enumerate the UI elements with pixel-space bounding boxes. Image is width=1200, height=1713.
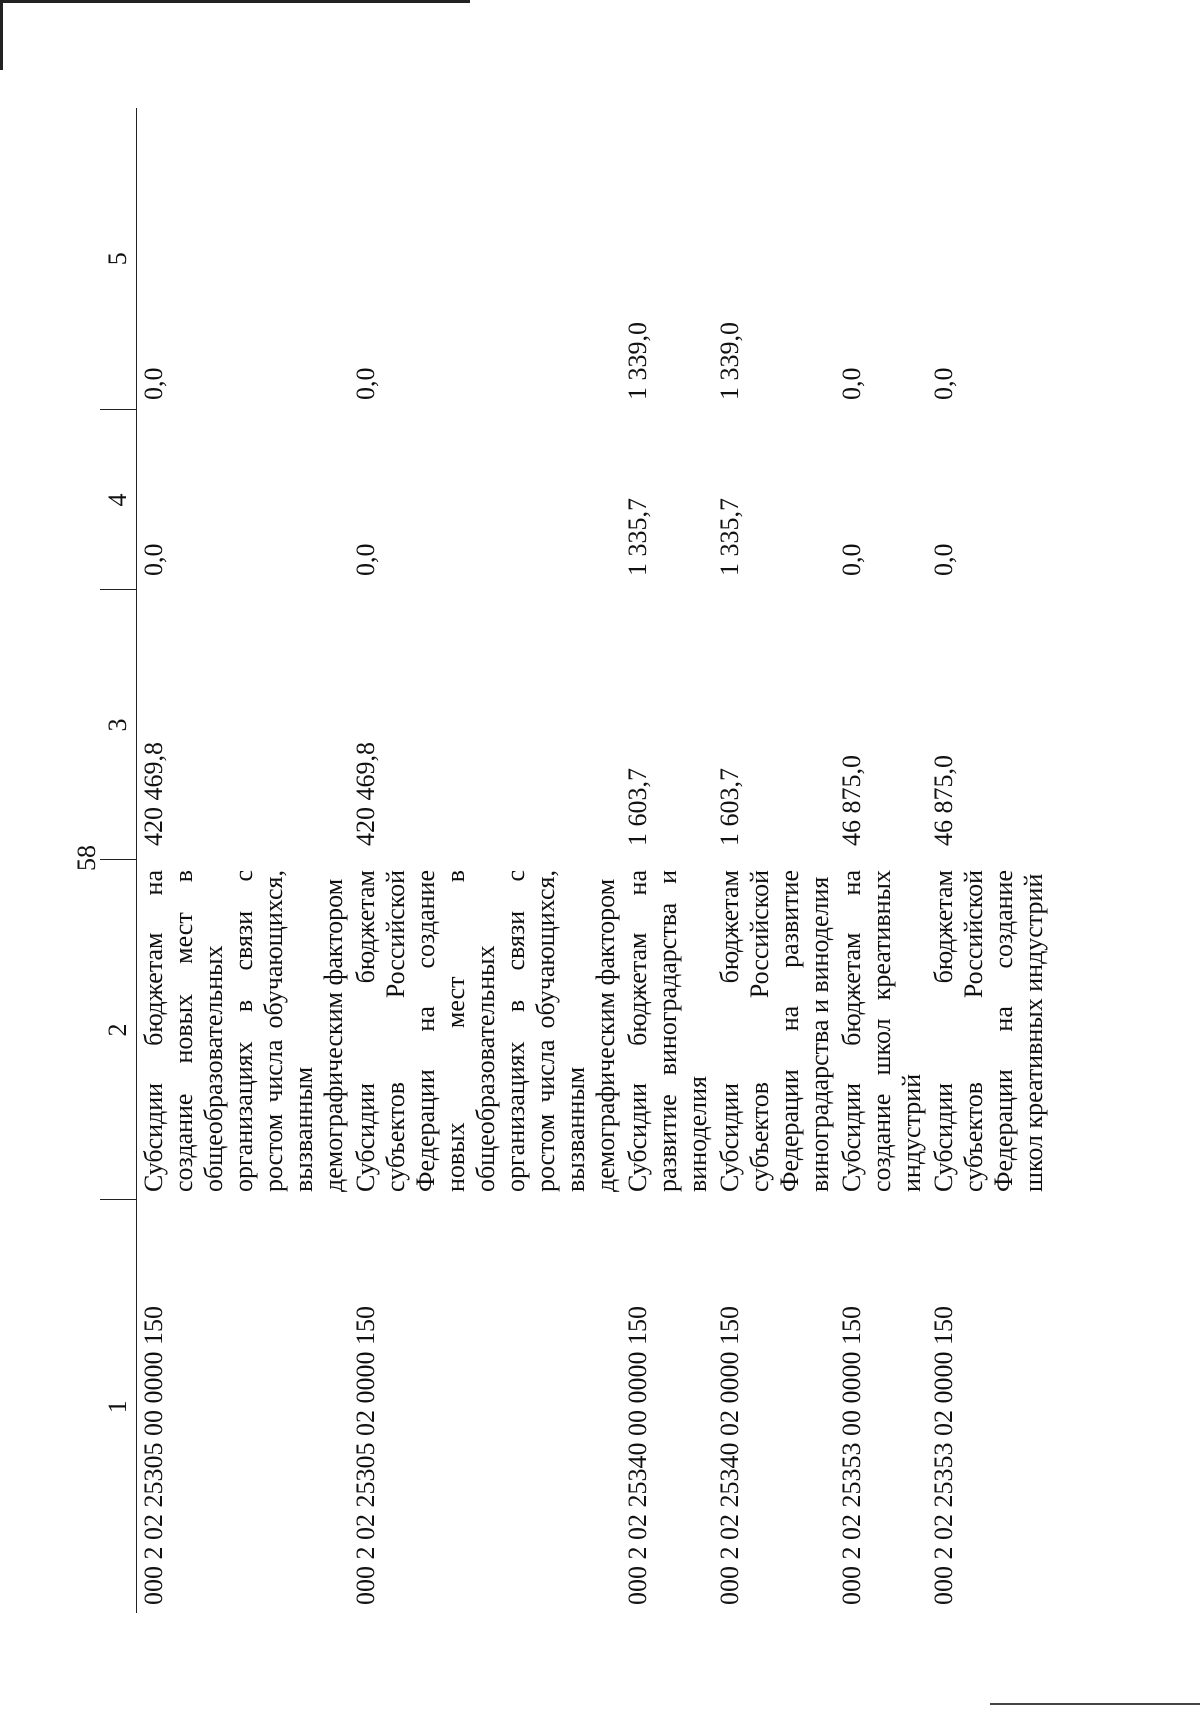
amount-col4: 1 335,7 <box>715 498 744 576</box>
column-header-2: 2 <box>100 860 137 1200</box>
budget-table <box>100 108 1049 1613</box>
amount-col3: 420 469,8 <box>351 742 380 846</box>
amount-col5: 0,0 <box>139 367 168 400</box>
amount-col4: 0,0 <box>139 543 168 576</box>
table-row <box>621 108 713 1613</box>
amount-col4: 0,0 <box>929 543 958 576</box>
budget-code: 000 2 02 25305 02 0000 150 <box>351 1306 380 1605</box>
column-header-5: 5 <box>100 108 137 410</box>
amount-col3: 46 875,0 <box>837 755 866 846</box>
amount-col5: 1 339,0 <box>715 322 744 400</box>
subsidy-name: Субсидии бюджетам субъектов Российской Федерации на создание школ креативных индустрий <box>929 870 1048 1192</box>
column-header-1: 1 <box>100 1200 137 1613</box>
budget-code: 000 2 02 25340 02 0000 150 <box>715 1306 744 1605</box>
amount-col3: 46 875,0 <box>929 755 958 846</box>
budget-code: 000 2 02 25340 00 0000 150 <box>623 1306 652 1605</box>
amount-col3: 420 469,8 <box>139 742 168 846</box>
page-number: 58 <box>72 845 101 871</box>
amount-col4: 1 335,7 <box>623 498 652 576</box>
subsidy-name: Субсидии бюджетам на развитие виноградарства и виноделия <box>623 870 712 1192</box>
table-row <box>137 108 350 1613</box>
budget-code: 000 2 02 25353 02 0000 150 <box>929 1306 958 1605</box>
column-header-4: 4 <box>100 410 137 590</box>
amount-col3: 1 603,7 <box>623 768 652 846</box>
amount-col5: 0,0 <box>837 367 866 400</box>
budget-code: 000 2 02 25305 00 0000 150 <box>139 1306 168 1605</box>
table-row <box>713 108 835 1613</box>
amount-col4: 0,0 <box>351 543 380 576</box>
budget-code: 000 2 02 25353 00 0000 150 <box>837 1306 866 1605</box>
subsidy-name: Субсидии бюджетам на создание новых мест в общеобразовательных организациях в связи с ростом числа обучающихся, вызванным демографическим фактором <box>139 870 348 1192</box>
amount-col5: 0,0 <box>929 367 958 400</box>
subsidy-name: Субсидии бюджетам на создание школ креативных индустрий <box>837 870 926 1192</box>
subsidy-name: Субсидии бюджетам субъектов Российской Федерации на развитие виноградарства и виноделия <box>715 870 834 1192</box>
amount-col3: 1 603,7 <box>715 768 744 846</box>
amount-col4: 0,0 <box>837 543 866 576</box>
table-row <box>349 108 621 1613</box>
table-row <box>927 108 1049 1613</box>
subsidy-name: Субсидии бюджетам субъектов Российской Федерации на создание новых мест в общеобразовательных организациях в связи с ростом числа обучающихся, вызванным демографическим фактором <box>351 870 620 1192</box>
amount-col5: 0,0 <box>351 367 380 400</box>
header-row <box>100 108 137 1613</box>
column-header-3: 3 <box>100 590 137 860</box>
table-row <box>835 108 927 1613</box>
amount-col5: 1 339,0 <box>623 322 652 400</box>
